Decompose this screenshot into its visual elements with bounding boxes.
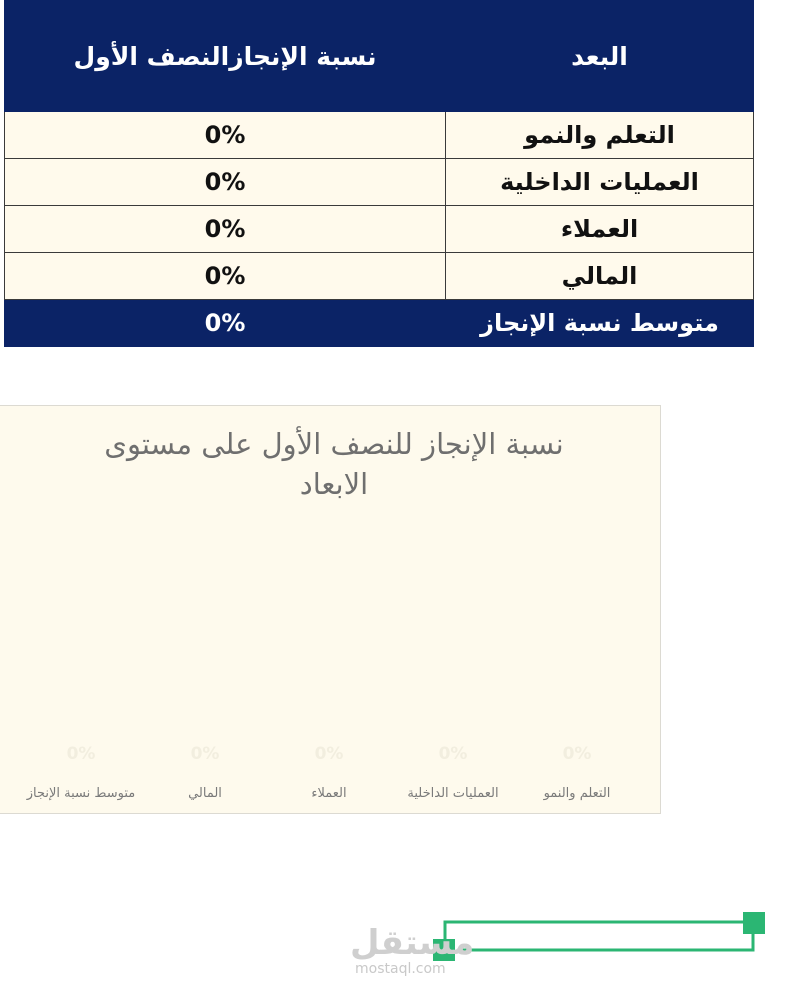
- data-label: 0%: [190, 744, 220, 764]
- row-value: 0%: [5, 112, 446, 159]
- category-label: التعلم والنمو: [543, 786, 611, 801]
- row-dimension: المالي: [446, 253, 754, 300]
- data-label: 0%: [438, 744, 468, 764]
- kpi-table: [4, 0, 754, 347]
- table-header-row: [5, 1, 754, 112]
- mostaql-logo: [340, 905, 780, 985]
- bar-chart: [0, 406, 662, 815]
- logo-arabic-text: مستقل: [350, 923, 475, 963]
- data-label: 0%: [562, 744, 592, 764]
- header-dimension: البعد: [446, 1, 754, 112]
- category-label: العمليات الداخلية: [407, 786, 499, 801]
- chart-title: نسبة الإنجاز للنصف الأول على مستوى الابعاد: [104, 427, 564, 501]
- table-row: [5, 253, 754, 300]
- category-label: العملاء: [311, 786, 347, 801]
- row-dimension: العمليات الداخلية: [446, 159, 754, 206]
- table-row: [5, 112, 754, 159]
- header-value: نسبة الإنجازالنصف الأول: [5, 1, 446, 112]
- chart-area: [0, 405, 661, 814]
- category-label: المالي: [188, 786, 222, 801]
- data-label: 0%: [314, 744, 344, 764]
- total-dimension: متوسط نسبة الإنجاز: [446, 300, 754, 347]
- row-dimension: العملاء: [446, 206, 754, 253]
- table-total-row: [5, 300, 754, 347]
- table-row: [5, 206, 754, 253]
- row-value: 0%: [5, 206, 446, 253]
- row-value: 0%: [5, 159, 446, 206]
- row-dimension: التعلم والنمو: [446, 112, 754, 159]
- category-label: متوسط نسبة الإنجاز: [26, 786, 136, 801]
- total-value: 0%: [5, 300, 446, 347]
- table-row: [5, 159, 754, 206]
- data-label: 0%: [66, 744, 96, 764]
- row-value: 0%: [5, 253, 446, 300]
- logo-english-text: mostaql.com: [355, 961, 446, 977]
